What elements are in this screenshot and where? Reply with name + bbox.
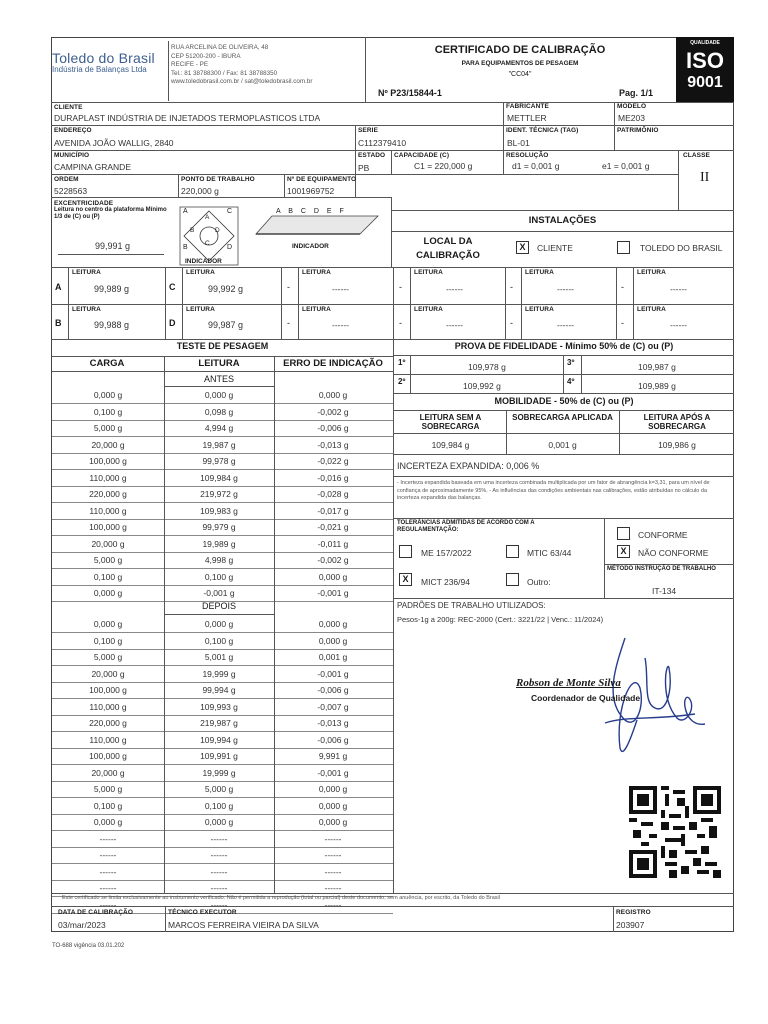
carga-cell: 220,000 g [89,718,127,728]
erro-cell: 0,000 g [318,635,348,646]
fid-label-3: 3º [567,358,575,367]
signatory-role: Coordenador de Qualidade [531,693,641,703]
erro-cell: -0,001 g [317,668,349,679]
pos-g-value: ------ [557,284,574,294]
letter-b: B [288,208,293,215]
erro-cell: -0,006 g [317,685,349,695]
diagram-inner-d: D [215,227,220,234]
mob-header-1: LEITURA SEM A SOBRECARGA [419,413,482,431]
iso-badge [676,37,734,103]
leitura-cell: 19,989 g [202,538,236,549]
carga-cell: 20,000 g [91,767,125,778]
leitura-cell: 99,978 g [202,456,236,466]
capacidade-label: CAPACIDADE (C) [394,152,450,159]
excentricidade-subtitle: Leitura no centro da plataforma Mínimo 1/3 de (C) ou (P) [54,207,167,220]
pos-c-value: 99,992 g [208,284,244,294]
erro-cell: 0,000 g [318,817,348,827]
tecnico-value: MARCOS FERREIRA VIEIRA DA SILVA [168,920,319,930]
me-checkbox[interactable] [399,545,412,558]
me-label: ME 157/2022 [421,548,472,558]
pos-f-dash: - [399,282,402,292]
resolucao-d-value: d1 = 0,001 g [512,161,560,171]
leitura-cell: ------ [210,899,228,910]
carga-cell: 0,000 g [93,619,123,629]
leitura-label: LEITURA [414,306,443,313]
leitura-cell: 19,999 g [202,668,236,679]
fidelidade-title: PROVA DE FIDELIDADE - Mínimo 50% de (C) ou (P) [454,341,674,351]
erro-cell: 0,000 g [318,800,348,811]
carga-cell: 110,000 g [89,505,127,516]
carga-cell: 0,000 g [93,817,123,827]
leitura-label: LEITURA [525,306,554,313]
pos-d-value: 99,987 g [208,320,244,330]
equip-value: 1001969752 [287,186,335,196]
leitura-cell: ------ [210,833,228,844]
carga-cell: 5,000 g [93,652,123,662]
classe-label: CLASSE [683,152,710,159]
conforme-checkbox[interactable] [617,527,630,540]
leitura-cell: 5,000 g [204,784,234,794]
ident-label: IDENT. TÉCNICA (TAG) [506,127,579,134]
erro-cell: -0,006 g [317,734,349,745]
page-number: Pag. 1/1 [619,88,654,98]
company-subtitle: Indústria de Balanças Ltda [52,65,147,74]
erro-cell: -0,028 g [317,489,349,499]
letter-a: A [276,208,281,215]
carga-cell: 100,000 g [89,522,127,532]
instalacoes-title: INSTALAÇÕES [528,215,597,226]
leitura-cell: 99,979 g [202,522,236,532]
leitura-cell: 0,000 g [204,619,234,629]
diagram-inner-a: A [205,214,210,221]
antes-label: ANTES [203,374,234,384]
diagram-label-a: A [183,208,188,215]
leitura-cell: 109,994 g [200,734,238,745]
form-code: TO-688 vigência 03.01.202 [52,943,125,949]
leitura-label: LEITURA [72,306,101,313]
carga-cell: 0,100 g [93,800,123,811]
fid-value-3: 109,987 g [638,362,676,372]
carga-cell: ------ [99,883,117,893]
certificate-number: Nº P23/15844-1 [378,88,442,98]
resolucao-label: RESOLUÇÃO [506,152,549,159]
col-leitura: LEITURA [198,358,240,369]
capacidade-value: C1 = 220,000 g [414,161,473,171]
carga-cell: 0,100 g [93,635,123,646]
pos-f-value: ------ [446,284,463,294]
registro-label: REGISTRO [616,909,651,916]
erro-cell: ------ [324,833,342,844]
leitura-label: LEITURA [186,306,215,313]
pos-g-dash: - [510,282,513,292]
leitura-cell: 4,994 g [204,423,234,433]
pos-e-dash: - [287,282,290,292]
pos-e-value: ------ [332,284,349,294]
letter-d: D [313,208,319,215]
mict-checkbox[interactable]: X [399,573,412,586]
col-erro: ERRO DE INDICAÇÃO [283,358,383,369]
mobilidade-title: MOBILIDADE - 50% de (C) ou (P) [494,396,634,406]
leitura-cell: -0,001 g [203,588,235,598]
carga-cell: 5,000 g [93,555,123,565]
company-name: Toledo do Brasil [52,50,155,66]
leitura-cell: ------ [210,850,228,860]
mob-header-2: SOBRECARGA APLICADA [512,413,613,422]
erro-cell: 0,000 g [318,784,348,794]
cliente-label: CLIENTE [54,104,83,111]
local-calibracao-line2: CALIBRAÇÃO [416,250,480,261]
mict-label: MICT 236/94 [421,577,470,587]
tolerancias-title: TOLERÂNCIAS ADMITIDAS DE ACORDO COM A REGULAMENTAÇÃO: [397,520,535,533]
pos-d-label: D [169,318,176,328]
diagram-label-b: B [183,244,188,251]
outro-label: Outro: [527,577,551,587]
conforme-label: CONFORME [638,530,688,540]
leitura-cell: 219,972 g [200,489,238,499]
pos-c-label: C [169,282,176,292]
leitura-cell: 4,998 g [204,555,234,565]
metodo-value: IT-134 [652,586,677,596]
pos-b-value: 99,988 g [94,320,130,330]
erro-cell: -0,001 g [317,767,349,778]
leitura-cell: 0,100 g [204,571,234,582]
pos-b-label: B [55,318,62,328]
incerteza-title: INCERTEZA EXPANDIDA: 0,006 % [397,461,540,471]
carga-cell: 0,100 g [93,571,123,582]
municipio-value: CAMPINA GRANDE [54,162,131,172]
leitura-cell: 0,100 g [204,635,234,646]
patrimonio-label: PATRIMÔNIO [617,127,659,134]
mob-value-3: 109,986 g [658,440,696,450]
letter-f: F [339,208,344,215]
fid-label-1: 1º [398,358,406,367]
certificate-code: "CC04" [508,71,532,78]
pos-k-dash: - [510,318,513,328]
leitura-cell: 5,001 g [204,652,234,662]
leitura-label: LEITURA [302,269,331,276]
diagram-indicador-label: INDICADOR [185,258,222,265]
iso-badge-bottom: 9001 [687,74,723,91]
leitura-cell: 219,987 g [200,718,238,728]
erro-cell: 0,000 g [318,390,348,400]
ponto-label: PONTO DE TRABALHO [181,176,255,183]
pos-i-dash: - [287,318,290,328]
estado-label: ESTADO [358,152,386,159]
carga-cell: ------ [99,850,117,860]
cliente-option-label: CLIENTE [537,243,573,253]
pos-a-label: A [55,282,62,292]
modelo-value: ME203 [618,113,645,123]
carga-cell: 220,000 g [89,489,127,499]
ordem-label: ORDEM [54,176,79,183]
leitura-cell: 99,994 g [202,685,236,695]
fabricante-label: FABRICANTE [506,103,549,110]
erro-cell: ------ [324,899,342,910]
cliente-checkbox[interactable]: X [516,241,529,254]
estado-value: PB [358,163,370,173]
signatory-name: Robson de Monte Silva [516,677,621,689]
modelo-label: MODELO [617,103,647,110]
erro-cell: -0,017 g [317,505,349,516]
iso-badge-mid: ISO [686,48,724,73]
lateral-letters [276,208,344,215]
leitura-cell: 19,999 g [202,767,236,778]
leitura-cell: 109,991 g [200,751,238,761]
cliente-value: DURAPLAST INDÚSTRIA DE INJETADOS TERMOPLASTICOS LTDA [54,113,321,123]
leitura-label: LEITURA [525,269,554,276]
lateral-indicador-label: INDICADOR [292,243,329,250]
erro-cell: 0,000 g [318,619,348,629]
col-carga: CARGA [89,358,125,369]
erro-cell: 0,001 g [318,652,348,662]
outro-checkbox[interactable] [506,573,519,586]
excentricidade-title: EXCENTRICIDADE [54,200,114,207]
disclaimer: Este certificado se limita exclusivamente ao instrumento verificado. Não é permitida a reprodução (total ou parcial) deste documento, sem anuência, por escrito, da Toledo do Brasil [62,895,500,901]
registro-value: 203907 [616,920,645,930]
leitura-cell: 0,100 g [204,800,234,811]
carga-cell: 20,000 g [91,668,125,679]
erro-cell: -0,007 g [317,701,349,712]
antes-rows [0,387,400,602]
data-calibracao-label: DATA DE CALIBRAÇÃO [58,909,133,916]
leitura-label: LEITURA [72,269,101,276]
pos-h-dash: - [621,282,624,292]
erro-cell: -0,013 g [317,439,349,450]
carga-cell: 5,000 g [93,423,123,433]
leitura-cell: 19,987 g [202,439,236,450]
erro-cell: -0,022 g [317,456,349,466]
leitura-label: LEITURA [637,306,666,313]
leitura-cell: 0,000 g [204,817,234,827]
erro-cell: 0,000 g [318,571,348,582]
ident-value: BL-01 [507,138,530,148]
address-line: Tel.: 81 38788300 / Fax: 81 38788350 [171,69,278,77]
certificate-title: CERTIFICADO DE CALIBRAÇÃO [434,44,606,56]
erro-cell: ------ [324,850,342,860]
pos-k-value: ------ [557,320,574,330]
ordem-value: 5228563 [54,186,88,196]
certificate-subtitle: PARA EQUIPAMENTOS DE PESAGEM [461,60,579,67]
diagram-label-c: C [227,208,233,215]
leitura-label: LEITURA [414,269,443,276]
company-logo [52,50,167,82]
carga-cell: 20,000 g [91,439,125,450]
serie-value: C112379410 [358,138,407,148]
address-line: CEP 51200-200 - IBURA [171,52,241,60]
pos-j-value: ------ [446,320,463,330]
carga-cell: 110,000 g [89,734,127,745]
mob-header-3: LEITURA APÓS A SOBRECARGA [643,413,711,431]
diagram-label-d: D [227,244,233,251]
local-calibracao-line1: LOCAL DA [423,236,473,247]
carga-cell: 110,000 g [89,701,127,712]
fid-value-4: 109,989 g [638,381,676,391]
toledo-checkbox[interactable] [617,241,630,254]
pos-i-value: ------ [332,320,349,330]
equip-label: Nº DE EQUIPAMENTO [287,176,357,183]
leitura-label: LEITURA [637,269,666,276]
endereco-value: AVENIDA JOÃO WALLIG, 2840 [54,138,174,148]
classe-value: II [700,170,710,185]
pos-j-dash: - [399,318,402,328]
diagram-inner-b: B [190,227,195,234]
leitura-label: LEITURA [302,306,331,313]
erro-cell: ------ [324,866,342,877]
leitura-cell: 0,098 g [204,406,234,417]
depois-label: DEPOIS [201,601,236,611]
fabricante-value: METTLER [507,113,547,123]
pos-h-value: ------ [670,284,687,294]
address-line: RECIFE - PE [171,61,209,68]
padroes-line: Pesos-1g a 200g: REC-2000 (Cert.: 3221/22 | Venc.: 11/2024) [397,615,604,624]
carga-cell: 20,000 g [91,538,125,549]
carga-cell: ------ [99,866,117,877]
diagram-inner-c: C [205,240,210,247]
erro-cell: -0,006 g [317,423,349,433]
erro-cell: -0,002 g [317,555,349,565]
leitura-cell: 0,000 g [204,390,234,400]
carga-cell: 5,000 g [93,784,123,794]
tecnico-label: TÉCNICO EXECUTOR [168,909,237,916]
fid-value-2: 109,992 g [463,381,501,391]
teste-title: TESTE DE PESAGEM [176,341,269,351]
mob-value-2: 0,001 g [548,440,577,450]
address-line: RUA ARCELINA DE OLIVEIRA, 48 [171,44,269,51]
carga-cell: 100,000 g [89,685,127,695]
letter-c: C [300,208,306,215]
carga-cell: 0,000 g [93,390,123,400]
letter-e: E [326,208,332,215]
erro-cell: -0,016 g [317,472,349,483]
erro-cell: -0,013 g [317,718,349,728]
nao-conforme-label: NÃO CONFORME [638,548,709,558]
mtic-label: MTIC 63/44 [527,548,572,558]
metodo-label: MÉTODO INSTRUÇÃO DE TRABALHO [607,566,716,572]
leitura-cell: 109,984 g [200,472,238,483]
padroes-title: PADRÕES DE TRABALHO UTILIZADOS: [397,601,546,610]
carga-cell: 100,000 g [89,456,127,466]
pos-l-value: ------ [670,320,687,330]
endereco-label: ENDEREÇO [54,127,92,134]
mob-value-1: 109,984 g [431,440,470,450]
leitura-cell: ------ [210,883,228,893]
incerteza-note: - Incerteza expandida baseada em uma incerteza combinada multiplicada por um fator de abrangência k=3,31, para um nível de confiança de aproximadamente 95%. - As influências das condições ambientais nas calibrações, estão atribuídas no cálculo da incerteza expandida das balanças. [397,480,710,501]
ponto-value: 220,000 g [181,186,219,196]
address-line: www.toledobrasil.com.br / sat@toledobrasil.com.br [171,78,313,85]
toledo-option-label: TOLEDO DO BRASIL [640,243,723,253]
fid-label-2: 2º [398,377,406,386]
fid-value-1: 109,978 g [468,362,506,372]
mtic-checkbox[interactable] [506,545,519,558]
leitura-cell: ------ [210,866,228,877]
leitura-label: LEITURA [186,269,215,276]
carga-cell: 100,000 g [89,751,127,761]
resolucao-e-value: e1 = 0,001 g [602,161,650,171]
erro-cell: -0,001 g [317,588,349,598]
carga-cell: 110,000 g [89,472,127,483]
carga-cell: 0,000 g [93,588,123,598]
leitura-cell: 109,993 g [200,701,238,712]
fid-label-4: 4º [567,377,575,386]
erro-cell: -0,002 g [317,406,349,417]
nao-conforme-checkbox[interactable]: X [617,545,630,558]
pos-l-dash: - [621,318,624,328]
erro-cell: -0,011 g [317,538,349,549]
carga-cell: ------ [99,899,117,910]
erro-cell: 9,991 g [318,751,348,761]
company-address [171,44,312,87]
municipio-label: MUNICÍPIO [54,152,90,159]
data-calibracao-value: 03/mar/2023 [58,920,106,930]
serie-label: SERIE [358,127,379,134]
qr-code [629,786,721,878]
erro-cell: -0,021 g [317,522,349,532]
leitura-cell: 109,983 g [200,505,238,516]
carga-cell: 0,100 g [93,406,123,417]
iso-badge-top: QUALIDADE [690,40,720,46]
pos-a-value: 99,989 g [94,284,130,294]
excentricidade-center-value: 99,991 g [95,241,131,251]
carga-cell: ------ [99,833,117,844]
erro-cell: ------ [324,883,342,893]
